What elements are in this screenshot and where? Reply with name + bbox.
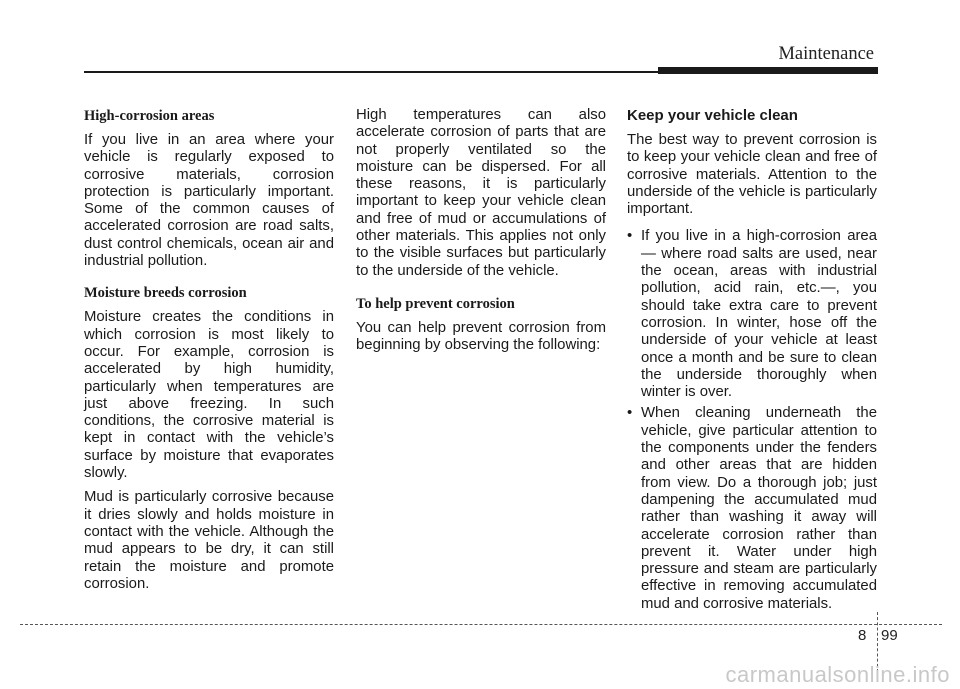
list-item	[627, 405, 877, 613]
bullet-icon: •	[627, 405, 633, 422]
paragraph-high-corrosion: If you live in an area where your vehicle is regularly exposed to corrosive materials, corrosion protection is particularly important. Some of the common causes of accelerated corrosion are road salts, dust control chemicals, ocean air and industrial pollution.	[84, 132, 334, 270]
list-item-text: When cleaning underneath the vehicle, give particular attention to the components under the fenders and other areas that are hidden from view. Do a thorough job; just dampening the accumulated mud rather than washing it away will accelerate corrosion rather than prevent it. Water under high pressure and steam are particularly effective in removing accumulated mud and corrosive materials.	[641, 405, 877, 612]
paragraph-moisture: Moisture creates the conditions in which corrosion is most likely to occur. For example, corrosion is accelerated by high humidity, particularly when temperatures are just above freezing. In such conditions, the corrosive material is kept in contact with the vehicle’s surface by moisture that evaporates slowly.	[84, 309, 334, 482]
list-item-text: If you live in a high-corrosion area — where road salts are used, near the ocean, areas with industrial pollution, acid rain, etc.—, you should take extra care to prevent corrosion. In winter, hose off the underside of your vehicle at least once a month and be sure to clean the underside thoroughly when winter is over.	[641, 228, 877, 401]
heading-moisture-breeds-corrosion: Moisture breeds corrosion	[84, 285, 247, 302]
header-rule-thick	[658, 67, 878, 74]
column-1	[84, 107, 334, 600]
column-3	[627, 107, 877, 617]
heading-keep-vehicle-clean: Keep your vehicle clean	[627, 107, 798, 124]
heading-to-help-prevent-corrosion: To help prevent corrosion	[356, 295, 515, 312]
chapter-number: 8	[858, 627, 867, 644]
paragraph-high-temperatures: High temperatures can also accelerate corrosion of parts that are not properly ventilated so the moisture can be dispersed. For all these reasons, it is particularly important to keep your vehicle clean and free of mud or accumulations of other materials. This applies not only to the visible surfaces but particularly to the underside of the vehicle.	[356, 107, 606, 279]
section-title: Maintenance	[778, 44, 874, 64]
heading-high-corrosion-areas: High-corrosion areas	[84, 108, 215, 124]
column-2	[356, 107, 606, 362]
header-rule-thin	[84, 71, 658, 73]
bullet-icon: •	[627, 228, 633, 245]
paragraph-keep-clean: The best way to prevent corrosion is to keep your vehicle clean and free of corrosive materials. Attention to the underside of the vehicle is particularly important.	[627, 132, 877, 218]
paragraph-mud: Mud is particularly corrosive because it dries slowly and holds moisture in contact with the vehicle. Although the mud appears to be dry, it can still retain the moisture and promote corrosion.	[84, 489, 334, 592]
paragraph-help-prevent: You can help prevent corrosion from beginning by observing the following:	[356, 319, 606, 354]
bullet-list	[627, 228, 877, 613]
list-item	[627, 228, 877, 401]
page-number: 99	[881, 627, 898, 644]
footer-dashed-rule	[20, 624, 942, 625]
watermark: carmanualsonline.info	[725, 662, 950, 687]
